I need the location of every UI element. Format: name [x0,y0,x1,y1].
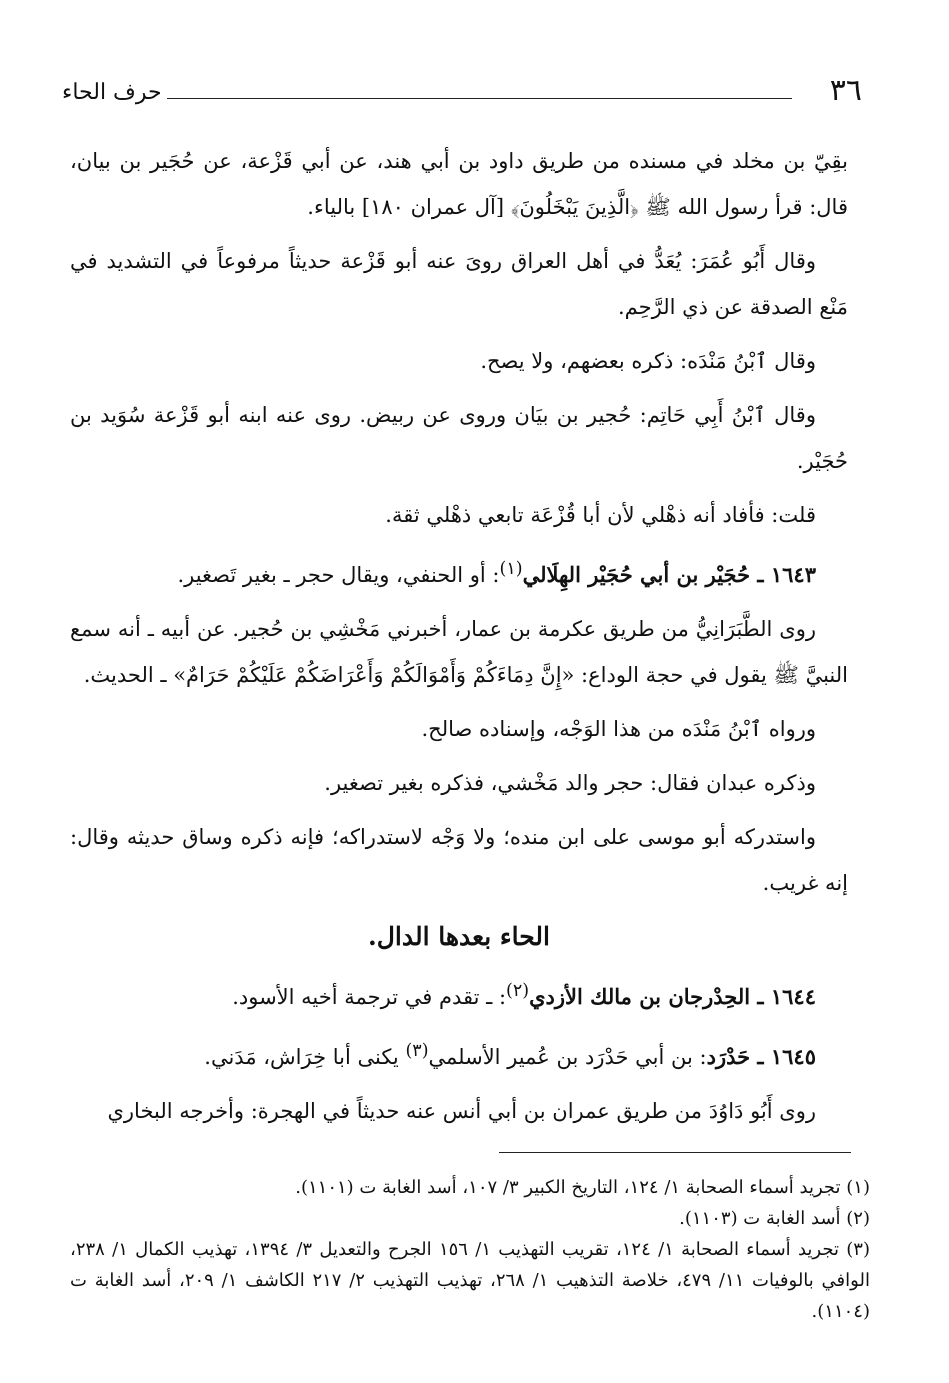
paragraph: وقال ٱبْنُ أَبِي حَاتِم: حُجير بن بيَان وروى عن ربيض. روى عنه ابنه أبو قَزْعة سُوَيد بن حُجَيْر. [70,403,848,473]
running-title: حرف الحاء [62,80,162,105]
paragraph: واستدركه أبو موسى على ابن منده؛ ولا وَجْه لاستدراكه؛ فإنه ذكره وساق حديثه وقال: إنه غريب. [70,825,848,895]
main-text [70,138,848,1142]
paragraph: بقِيّ بن مخلد في مسنده من طريق داود بن أبي هند، عن أبي قَزْعة، عن حُجَير بن بيان، قال: قرأ رسول الله ﷺ ﴿الَّذِينَ يَبْخَلُونَ﴾ [آل عمران ١٨٠] بالياء. [70,149,848,219]
page-header [62,72,862,110]
paragraph: ورواه ٱبْنُ مَنْدَه من هذا الوَجْه، وإسناده صالح. [421,717,816,741]
entry-heading: ١٦٤٥ ـ حَدْرَد [706,1044,816,1069]
header-rule [167,98,792,99]
footnote-mark: (١) [499,559,523,579]
page-number: ٣٦ [829,73,862,108]
paragraph: قلت: فأفاد أنه ذهْلي لأن أبا قُزْعَة تابعي ذهْلي ثقة. [385,503,816,527]
section-title: الحاء بعدها الدال. [368,922,550,951]
paragraph: روى الطَّبَرَانِيُّ من طريق عكرمة بن عمار، أخبرني مَخْشِي بن حُجير. عن أبيه ـ أنه سمع النبيَّ ﷺ يقول في حجة الوداع: «إِنَّ دِمَاءَكُمْ وَأَمْوَالَكُمْ وَأَعْرَاضَكُمْ عَلَيْكُمْ حَرَامٌ» ـ الحديث. [70,617,848,687]
entry-heading: ١٦٤٣ ـ حُجَيْر بن أبي حُجَيْر الهِلَالي [522,562,816,587]
footnote-mark: (٣) [405,1041,429,1061]
entry-text: يكنى أبا خِرَاش، مَدَني. [204,1045,406,1069]
footnote-mark: (٢) [506,981,530,1001]
footnotes [70,1172,870,1327]
entry-text: : أو الحنفي، ويقال حجر ـ بغير تَصغير. [177,563,500,587]
entry-1644 [70,968,848,1020]
entry-1643 [70,546,848,598]
entry-text: : بن أبي حَدْرَد بن عُمير الأسلمي [428,1045,707,1069]
footnote-rule [499,1152,851,1153]
paragraph: وقال أَبُو عُمَرَ: يُعَدُّ في أهل العراق روىَ عنه أبو قَزْعة حديثاً مرفوعاً في التشديد في مَنْع الصدقة عن ذي الرَّحِم. [70,249,848,319]
paragraph: روى أَبُو دَاوُدَ من طريق عمران بن أبي أنس عنه حديثاً في الهجرة: وأخرجه البخاري [107,1099,816,1123]
footnote: (١) تجريد أسماء الصحابة ١/ ١٢٤، التاريخ الكبير ٣/ ١٠٧، أسد الغابة ت (١١٠١). [295,1177,870,1198]
paragraph: وذكره عبدان فقال: حجر والد مَخْشي، فذكره بغير تصغير. [324,771,816,795]
footnote: (٣) تجريد أسماء الصحابة ١/ ١٢٤، تقريب التهذيب ١/ ١٥٦ الجرح والتعديل ٣/ ١٣٩٤، تهذيب الكمال ١/ ٢٣٨، الوافي بالوفيات ١١/ ٤٧٩، خلاصة التذهيب ١/ ٢٦٨، تهذيب التهذيب ٢/ ٢١٧ الكاشف ١/ ٢٠٩، أسد الغابة ت (١١٠٤). [70,1239,870,1322]
entry-text: : ـ تقدم في ترجمة أخيه الأسود. [232,985,507,1009]
footnote: (٢) أسد الغابة ت (١١٠٣). [679,1208,870,1229]
entry-heading: ١٦٤٤ ـ الحِدْرجان بن مالك الأزدي [529,984,816,1009]
paragraph: وقال ٱبْنُ مَنْدَه: ذكره بعضهم، ولا يصح. [480,349,816,373]
entry-1645 [70,1028,848,1080]
